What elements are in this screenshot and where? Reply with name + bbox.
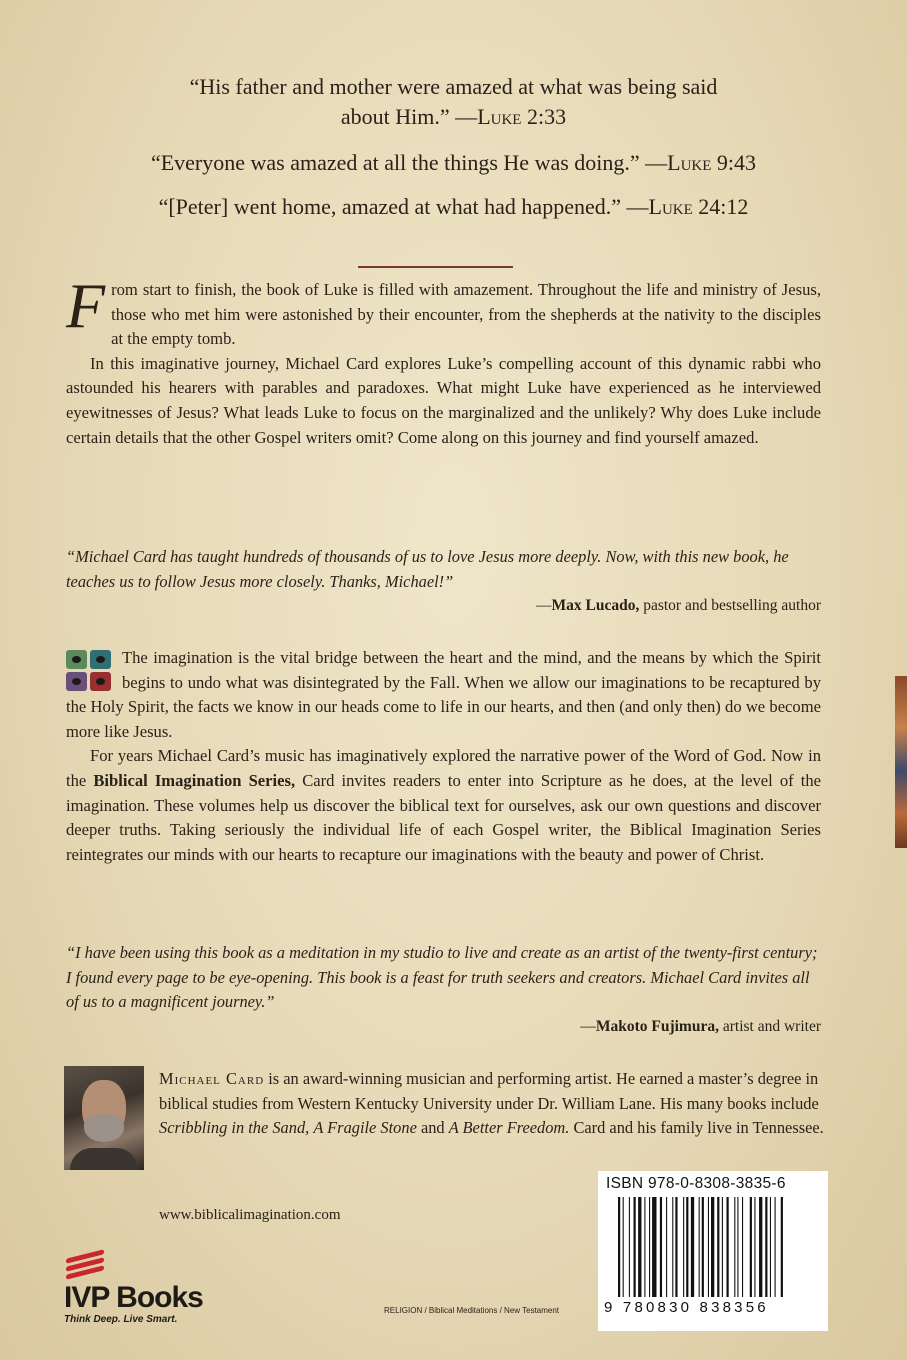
scripture-quotes [0,72,907,222]
quote-1: “His father and mother were amazed at what was being said about Him.” —Luke 2:33 [189,74,718,129]
quote-1-ref: Luke 2:33 [477,104,567,129]
publisher-name: IVP Books [64,1281,203,1314]
ivp-flame-icon [66,1250,104,1280]
barcode-bar [770,1197,771,1297]
barcode-bar [742,1197,743,1297]
barcode-bar [638,1197,641,1297]
barcode-bar [722,1197,723,1297]
barcode-bar [711,1197,714,1297]
barcode-bar [686,1197,688,1297]
quote-3: “[Peter] went home, amazed at what had happened.” —Luke 24:12 [158,194,749,219]
barcode-bar [649,1197,650,1297]
endorsement-lucado: “Michael Card has taught hundreds of thousands of us to love Jesus more deeply. Now, with this new book, he teaches us to follow Jesus more closely. Thanks, Michael!” —Max Lucado, pastor and bestselling author [66,545,821,619]
barcode-bar [702,1197,704,1297]
barcode-bar [683,1197,684,1297]
barcode-bar [708,1197,709,1297]
barcode-bar [623,1197,624,1297]
barcode-bar [754,1197,755,1297]
barcode-bar [699,1197,700,1297]
barcode-bar [734,1197,735,1297]
quote-3-ref: Luke 24:12 [648,194,749,219]
barcode-bar [666,1197,667,1297]
barcode-bar [672,1197,673,1297]
quote-2: “Everyone was amazed at all the things He was doing.” —Luke 9:43 [150,150,757,175]
website-url[interactable]: www.biblicalimagination.com [159,1207,341,1223]
series-emblem-icon [66,650,114,692]
barcode-bar [765,1197,767,1297]
intro-text [66,270,821,450]
intro-paragraph-2: In this imaginative journey, Michael Card explores Luke’s compelling account of this dynamic rabbi who astounded his hearers with parables and paradoxes. What might Luke have experienced as he interviewed eyewitnesses of Jesus? What leads Luke to focus on the marginalized and the unlikely? Why does Luke include certain details that the other Gospel writers omit? Come along on this journey and find yourself amazed. [66,353,821,447]
barcode-bar [660,1197,662,1297]
barcode-bar [717,1197,719,1297]
endorsement-lucado-attribution: —Max Lucado, pastor and bestselling author [536,597,821,614]
endorsement-fujimura-attribution: —Makoto Fujimura, artist and writer [580,1017,821,1035]
isbn-barcode [598,1171,828,1331]
edge-artwork [895,676,907,848]
isbn-digits: 9 780830 838356 [604,1299,769,1316]
endorsement-fujimura: “I have been using this book as a meditation in my studio to live and create as an artist of the twenty-first century; I found every page to be eye-opening. This book is a feast for truth seekers and creators. Michael Card invites all of us to a magnificent journey.” —Makoto Fujimura, artist and writer [66,941,821,1039]
imagination-paragraph-1: The imagination is the vital bridge between the heart and the mind, and the means by which the Spirit begins to undo what was disintegrated by the Fall. When we allow our imaginations to be recaptured by the Holy Spirit, the facts we know in our heads come to life in our hearts, and then (and only then) do we become more like Jesus. [66,648,821,741]
author-bio: Michael Card is an award-winning musician and performing artist. He earned a master’s degree in biblical studies from Western Kentucky University under Dr. William Lane. His many books include Scribbling in the Sand, A Fragile Stone and A Better Freedom. Card and his family live in Tennessee. [159,1069,824,1137]
barcode-bar [727,1197,729,1297]
barcode-bar [652,1197,656,1297]
barcode-bar [629,1197,630,1297]
author-name: Michael Card [159,1069,265,1088]
barcode-bar [775,1197,776,1297]
barcode-bar [644,1197,645,1297]
barcode-bar [750,1197,752,1297]
barcode-bar [781,1197,783,1297]
drop-cap: F [66,270,106,341]
barcode-bar [675,1197,677,1297]
publisher-logo [64,1250,203,1325]
barcode-bar [691,1197,694,1297]
series-name: Biblical Imagination Series, [93,770,296,790]
author-photo [64,1066,144,1170]
barcode-bars [618,1197,818,1297]
barcode-bar [634,1197,636,1297]
publisher-tagline: Think Deep. Live Smart. [64,1314,178,1325]
isbn-label: ISBN 978-0-8308-3835-6 [606,1175,786,1192]
intro-paragraph-1: From start to finish, the book of Luke is filled with amazement. Throughout the life and ministry of Jesus, those who met him were astonished by their encounter, from the shepherds at the nativity to the disciples at the empty tomb. [66,270,821,349]
quote-2-ref: Luke 9:43 [667,150,757,175]
imagination-paragraph-2: For years Michael Card’s music has imaginatively explored the narrative power of the Word of God. Now in the Biblical Imagination Series, Card invites readers to enter into Scripture as he does, at the level of the imagination. These volumes help us discover the biblical text for ourselves, ask our own questions and discover deeper truths. Taking seriously the individual life of each Gospel writer, the Biblical Imagination Series reintegrates our minds with our hearts to recapture our imaginations with the beauty and power of Christ. [66,746,821,864]
imagination-text [66,646,821,867]
divider-rule [358,266,513,268]
category-label: RELIGION / Biblical Meditations / New Testament [384,1306,560,1315]
barcode-bar [618,1197,620,1297]
barcode-bar [737,1197,738,1297]
barcode-bar [759,1197,762,1297]
